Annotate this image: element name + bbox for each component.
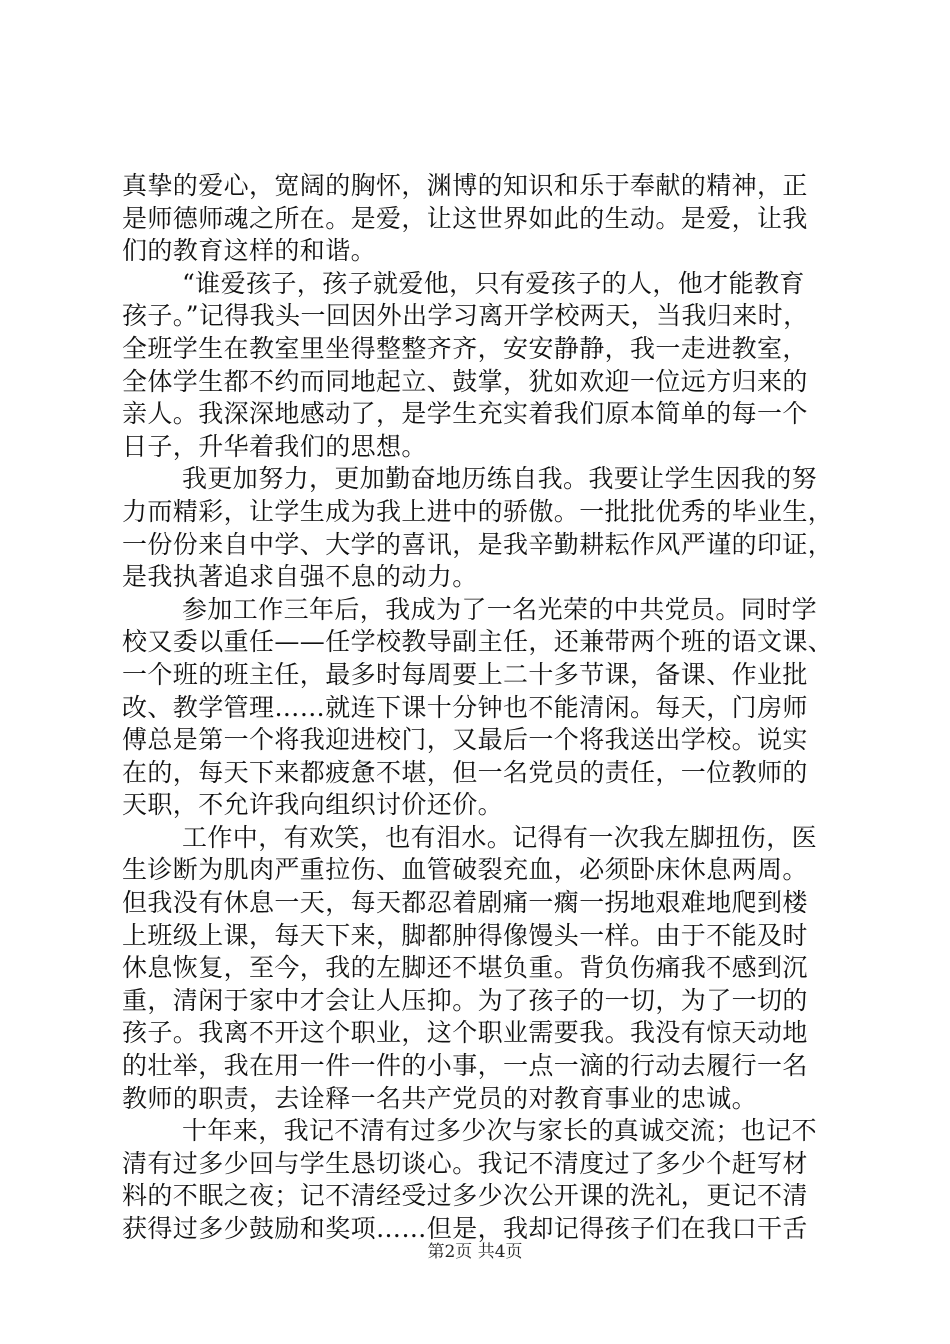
- paragraph: [122, 594, 842, 822]
- paragraph: [122, 463, 842, 593]
- text-line: 一份份来自中学、大学的喜讯，是我辛勤耕耘作风严谨的印证，: [122, 529, 834, 559]
- text-line: 是我执著追求自强不息的动力。: [122, 562, 478, 592]
- text-line: 上班级上课，每天下来，脚都肿得像馒头一样。由于不能及时: [122, 920, 808, 950]
- text-line: 在的，每天下来都疲惫不堪，但一名党员的责任，一位教师的: [122, 757, 808, 787]
- text-line: 教师的职责，去诠释一名共产党员的对教育事业的忠诚。: [122, 1083, 758, 1113]
- text-line: 全班学生在教室里坐得整整齐齐，安安静静，我一走进教室，: [122, 333, 808, 363]
- text-line: 一个班的班主任，最多时每周要上二十多节课，备课、作业批: [122, 659, 808, 689]
- text-line: 获得过多少鼓励和奖项……但是，我却记得孩子们在我口干舌: [122, 1214, 808, 1243]
- text-line: 生诊断为肌肉严重拉伤、血管破裂充血，必须卧床休息两周。: [122, 855, 808, 885]
- text-line: 孩子。我离不开这个职业，这个职业需要我。我没有惊天动地: [122, 1018, 808, 1048]
- text-line: 工作中，有欢笑，也有泪水。记得有一次我左脚扭伤，医: [182, 822, 818, 852]
- text-line: 傅总是第一个将我迎进校门，又最后一个将我送出学校。说实: [122, 725, 808, 755]
- text-line: “谁爱孩子，孩子就爱他，只有爱孩子的人，他才能教育: [182, 268, 805, 298]
- paragraph: [122, 170, 842, 268]
- text-line: 力而精彩，让学生成为我上进中的骄傲。一批批优秀的毕业生，: [122, 496, 834, 526]
- paragraph: [122, 268, 842, 464]
- text-line: 清有过多少回与学生恳切谈心。我记不清度过了多少个赶写材: [122, 1148, 808, 1178]
- text-line: 的壮举，我在用一件一件的小事，一点一滴的行动去履行一名: [122, 1051, 808, 1081]
- text-line: 料的不眠之夜；记不清经受过多少次公开课的洗礼，更记不清: [122, 1181, 808, 1211]
- text-line: 休息恢复，至今，我的左脚还不堪负重。背负伤痛我不感到沉: [122, 953, 808, 983]
- text-line: 天职，不允许我向组织讨价还价。: [122, 790, 504, 820]
- paragraph: [122, 1115, 842, 1245]
- text-line: 我更加努力，更加勤奋地历练自我。我要让学生因我的努: [182, 464, 818, 494]
- text-line: 日子，升华着我们的思想。: [122, 431, 427, 461]
- text-line: 十年来，我记不清有过多少次与家长的真诚交流；也记不: [182, 1116, 818, 1146]
- text-line: 改、教学管理……就连下课十分钟也不能清闲。每天，门房师: [122, 692, 808, 722]
- text-line: 真挚的爱心，宽阔的胸怀，渊博的知识和乐于奉献的精神，正: [122, 171, 808, 200]
- text-line: 是师德师魂之所在。是爱，让这世界如此的生动。是爱，让我: [122, 203, 808, 233]
- text-line: 全体学生都不约而同地起立、鼓掌，犹如欢迎一位远方归来的: [122, 366, 808, 396]
- page-number-footer: 第2页 共4页: [427, 1242, 523, 1262]
- text-line: 重，清闲于家中才会让人压抑。为了孩子的一切，为了一切的: [122, 985, 808, 1015]
- paragraph: [122, 822, 842, 1115]
- text-line: 但我没有休息一天，每天都忍着剧痛一瘸一拐地艰难地爬到楼: [122, 888, 808, 918]
- text-line: 孩子。”记得我头一回因外出学习离开学校两天，当我归来时，: [122, 301, 809, 331]
- document-body: [122, 170, 842, 1246]
- text-line: 参加工作三年后，我成为了一名光荣的中共党员。同时学: [182, 594, 818, 624]
- text-line: 校又委以重任——任学校教导副主任，还兼带两个班的语文课、: [122, 627, 834, 657]
- text-line: 亲人。我深深地感动了，是学生充实着我们原本简单的每一个: [122, 399, 808, 429]
- text-line: 们的教育这样的和谐。: [122, 236, 377, 266]
